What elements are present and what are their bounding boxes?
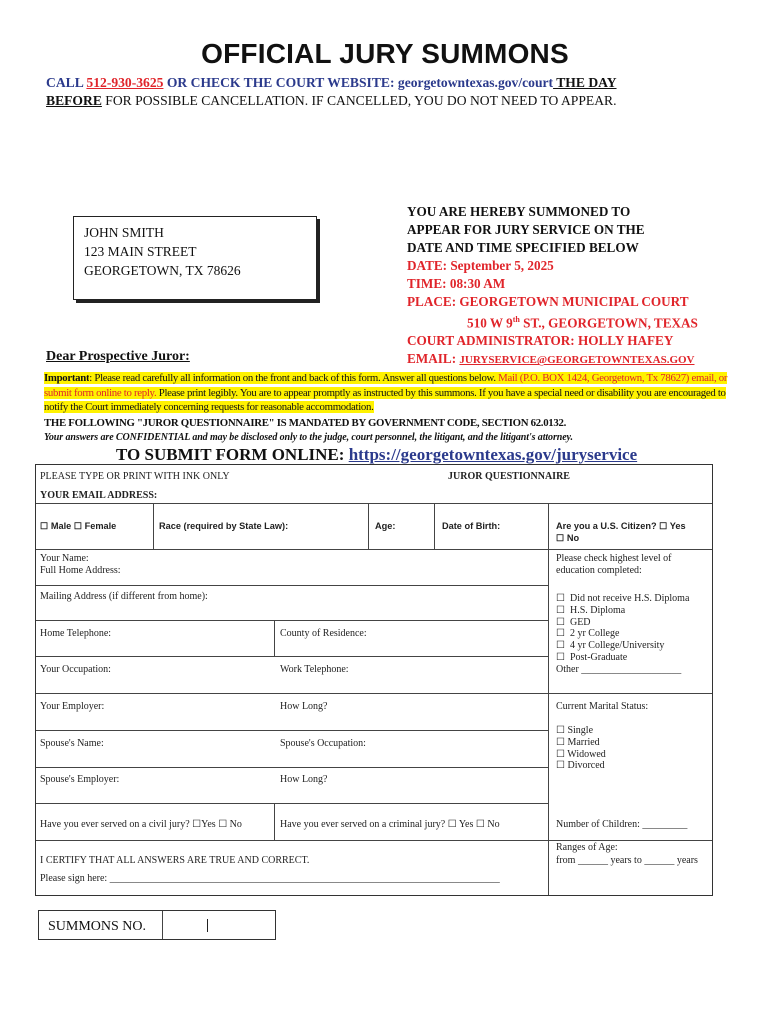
the-day: THE DAY (553, 75, 617, 90)
criminal-yes-checkbox[interactable]: ☐ (447, 819, 457, 830)
spouse-employer-label: Spouse's Employer: (40, 774, 120, 785)
age-ranges-title: Ranges of Age: (556, 842, 618, 853)
citizen-question: Are you a U.S. Citizen? ☐ Yes ☐ No (556, 521, 686, 543)
employer-label: Your Employer: (40, 701, 105, 712)
summons-email: EMAIL: JURYSERVICE@GEORGETOWNTEXAS.GOV (407, 351, 695, 367)
text-cursor (207, 919, 208, 932)
jury-service-link[interactable]: https://georgetowntexas.gov/juryservice (348, 445, 638, 464)
important-notice: Important: Please read carefully all information on the front and back of this form. Answer all questions below. Mail (P.O. BOX 1424, Georgetown, Tx 78627) email, or submit form online to reply. Please print legibly. You are to appear promptly as instructed by this summons. If you have a special need or disability you are encouraged to notify the Court immediately concerning requests for reasonable accommodation. (44, 372, 728, 413)
summons-line-3: DATE AND TIME SPECIFIED BELOW (407, 240, 639, 255)
criminal-jury-question: Have you ever served on a criminal jury? ☐ Yes ☐ No (280, 819, 500, 830)
mailing-address-label: Mailing Address (if different from home): (40, 591, 208, 602)
call-instructions (46, 74, 736, 110)
full-home-address-label: Full Home Address: (40, 565, 121, 576)
salutation: Dear Prospective Juror: (46, 349, 190, 364)
county-label: County of Residence: (280, 628, 367, 639)
marital-options (556, 725, 606, 772)
education-option[interactable]: ☐ GED (556, 616, 591, 628)
call-mid: OR CHECK THE COURT WEBSITE: (163, 75, 398, 90)
page-title: OFFICIAL JURY SUMMONS (201, 38, 569, 69)
summons-details (407, 203, 727, 369)
summons-place: PLACE: GEORGETOWN MUNICIPAL COURT (407, 294, 689, 309)
marital-option[interactable]: ☐ Widowed (556, 748, 606, 760)
civil-jury-question: Have you ever served on a civil jury? ☐Yes ☐ No (40, 819, 242, 830)
education-other[interactable]: Other ____________________ (556, 663, 682, 675)
citizen-yes-checkbox[interactable]: ☐ (659, 521, 668, 531)
marital-title: Current Marital Status: (556, 701, 649, 712)
citizen-no-checkbox[interactable]: ☐ (556, 533, 565, 543)
court-phone: 512-930-3625 (86, 75, 164, 90)
email-link[interactable]: JURYSERVICE@GEORGETOWNTEXAS.GOV (459, 354, 695, 367)
education-option[interactable]: ☐ 2 yr College (556, 628, 620, 640)
questionnaire-title: JUROR QUESTIONNAIRE (448, 471, 570, 482)
occupation-label: Your Occupation: (40, 664, 111, 675)
civil-yes-checkbox[interactable]: ☐ (192, 819, 202, 830)
recipient-city: GEORGETOWN, TX 78626 (84, 263, 241, 278)
mailing-address-box (73, 216, 317, 300)
online-submit: TO SUBMIT FORM ONLINE: https://georgetowntexas.gov/juryservice (116, 445, 638, 464)
age-label: Age: (375, 521, 396, 531)
civil-no-checkbox[interactable]: ☐ (218, 819, 228, 830)
cancellation-note: FOR POSSIBLE CANCELLATION. IF CANCELLED, YOU DO NOT NEED TO APPEAR. (101, 93, 617, 108)
summons-number-box (38, 910, 276, 940)
marital-option[interactable]: ☐ Single (556, 725, 594, 736)
education-option[interactable]: ☐ Did not receive H.S. Diploma (556, 593, 690, 604)
gender-options: ☐ Male ☐ Female (40, 521, 117, 531)
education-option[interactable]: ☐ H.S. Diploma (556, 604, 626, 616)
education-options (556, 593, 711, 676)
certify-statement: I CERTIFY THAT ALL ANSWERS ARE TRUE AND CORRECT. (40, 855, 310, 866)
confidential-notice: Your answers are CONFIDENTIAL and may be disclosed only to the judge, court personnel, the litigant, and the litigant's attorney. (44, 432, 573, 443)
marital-option[interactable]: ☐ Divorced (556, 760, 605, 772)
summons-time: TIME: 08:30 AM (407, 276, 506, 291)
education-title: Please check highest level of education completed: (556, 553, 672, 576)
juror-questionnaire-form (35, 464, 713, 896)
recipient-name: JOHN SMITH (84, 225, 164, 240)
spouse-how-long-label: How Long? (280, 774, 328, 785)
male-checkbox[interactable]: ☐ (40, 521, 49, 531)
children-count[interactable]: Number of Children: _________ (556, 819, 688, 830)
how-long-label: How Long? (280, 701, 328, 712)
recipient-street: 123 MAIN STREET (84, 244, 197, 259)
race-label: Race (required by State Law): (159, 521, 289, 531)
work-telephone-label: Work Telephone: (280, 664, 349, 675)
dob-label: Date of Birth: (442, 521, 501, 531)
email-address-label: YOUR EMAIL ADDRESS: (40, 490, 158, 501)
summons-date: DATE: September 5, 2025 (407, 258, 554, 273)
your-name-label: Your Name: (40, 553, 89, 564)
age-ranges[interactable]: from ______ years to ______ years (556, 855, 698, 866)
call-prefix: CALL (46, 75, 87, 90)
home-telephone-label: Home Telephone: (40, 628, 112, 639)
before: BEFORE (46, 93, 102, 108)
summons-number-label: SUMMONS NO. (48, 919, 147, 934)
summons-line-2: APPEAR FOR JURY SERVICE ON THE (407, 222, 645, 237)
education-option[interactable]: ☐ Post-Graduate (556, 651, 628, 663)
summons-place-address: 510 W 9th ST., GEORGETOWN, TEXAS (467, 315, 698, 331)
signature-line[interactable]: Please sign here: ______________________________________________________________________________ (40, 873, 500, 884)
summons-line-1: YOU ARE HEREBY SUMMONED TO (407, 204, 631, 219)
spouse-name-label: Spouse's Name: (40, 738, 104, 749)
print-note: PLEASE TYPE OR PRINT WITH INK ONLY (40, 471, 230, 482)
marital-option[interactable]: ☐ Married (556, 736, 600, 748)
spouse-occupation-label: Spouse's Occupation: (280, 738, 366, 749)
court-administrator: COURT ADMINISTRATOR: HOLLY HAFEY (407, 333, 674, 349)
education-option[interactable]: ☐ 4 yr College/University (556, 640, 665, 652)
mandate-notice: THE FOLLOWING "JUROR QUESTIONNAIRE" IS MANDATED BY GOVERNMENT CODE, SECTION 62.0132. (44, 417, 567, 429)
female-checkbox[interactable]: ☐ (73, 521, 83, 531)
court-website[interactable]: georgetowntexas.gov/court (397, 75, 554, 90)
criminal-no-checkbox[interactable]: ☐ (475, 819, 485, 830)
